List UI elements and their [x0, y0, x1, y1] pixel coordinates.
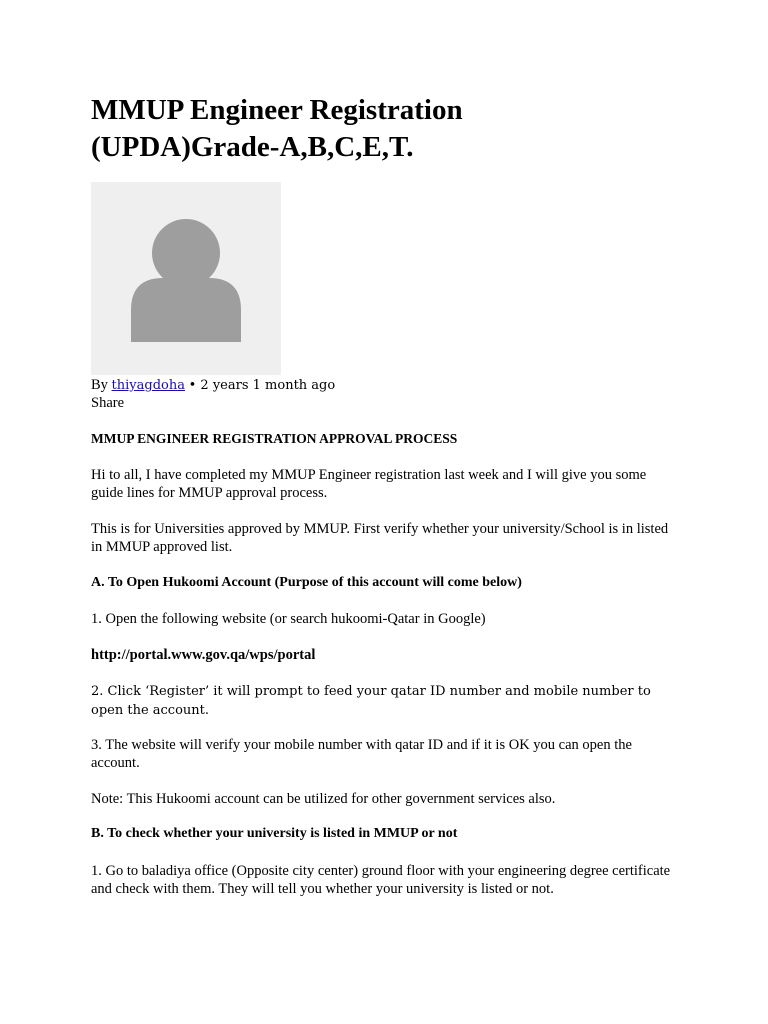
- note-paragraph: Note: This Hukoomi account can be utilized for other government services also.: [91, 791, 556, 807]
- section-b-step-1: 1. Go to baladiya office (Opposite city center) ground floor with your engineering degree certificate and check with them. They will tell you whether your university is listed or not.: [91, 863, 671, 897]
- universities-paragraph: This is for Universities approved by MMUP. First verify whether your university/School is in listed in MMUP approved list.: [91, 521, 669, 555]
- section-a-heading: A. To Open Hukoomi Account (Purpose of this account will come below): [91, 575, 522, 590]
- title-line-2: (UPDA)Grade-A,B,C,E,T.: [91, 131, 414, 163]
- section-a-step-2: [91, 682, 681, 720]
- page-title: [91, 92, 651, 166]
- section-heading-main: MMUP ENGINEER REGISTRATION APPROVAL PROCESS: [91, 431, 458, 446]
- section-a-step-3: 3. The website will verify your mobile number with qatar ID and if it is OK you can open the account.: [91, 737, 632, 771]
- title-line-1: MMUP Engineer Registration: [91, 94, 463, 126]
- user-avatar-icon: [91, 182, 281, 375]
- byline-prefix: By: [91, 377, 108, 393]
- author-link[interactable]: thiyagdoha: [111, 378, 185, 393]
- section-b-heading: B. To check whether your university is listed in MMUP or not: [91, 826, 458, 841]
- portal-url[interactable]: http://portal.www.gov.qa/wps/portal: [91, 647, 316, 663]
- section-a-step-1: 1. Open the following website (or search hukoomi-Qatar in Google): [91, 611, 486, 627]
- post-age: • 2 years 1 month ago: [188, 378, 336, 393]
- intro-paragraph: Hi to all, I have completed my MMUP Engineer registration last week and I will give you some guide lines for MMUP approval process.: [91, 467, 647, 501]
- author-avatar[interactable]: [91, 182, 281, 375]
- byline: [91, 376, 691, 395]
- share-link[interactable]: Share: [91, 395, 125, 411]
- step-2-text: 2. Click ‘Register’ it will prompt to feed your qatar ID number and mobile number to open the account.: [91, 684, 651, 718]
